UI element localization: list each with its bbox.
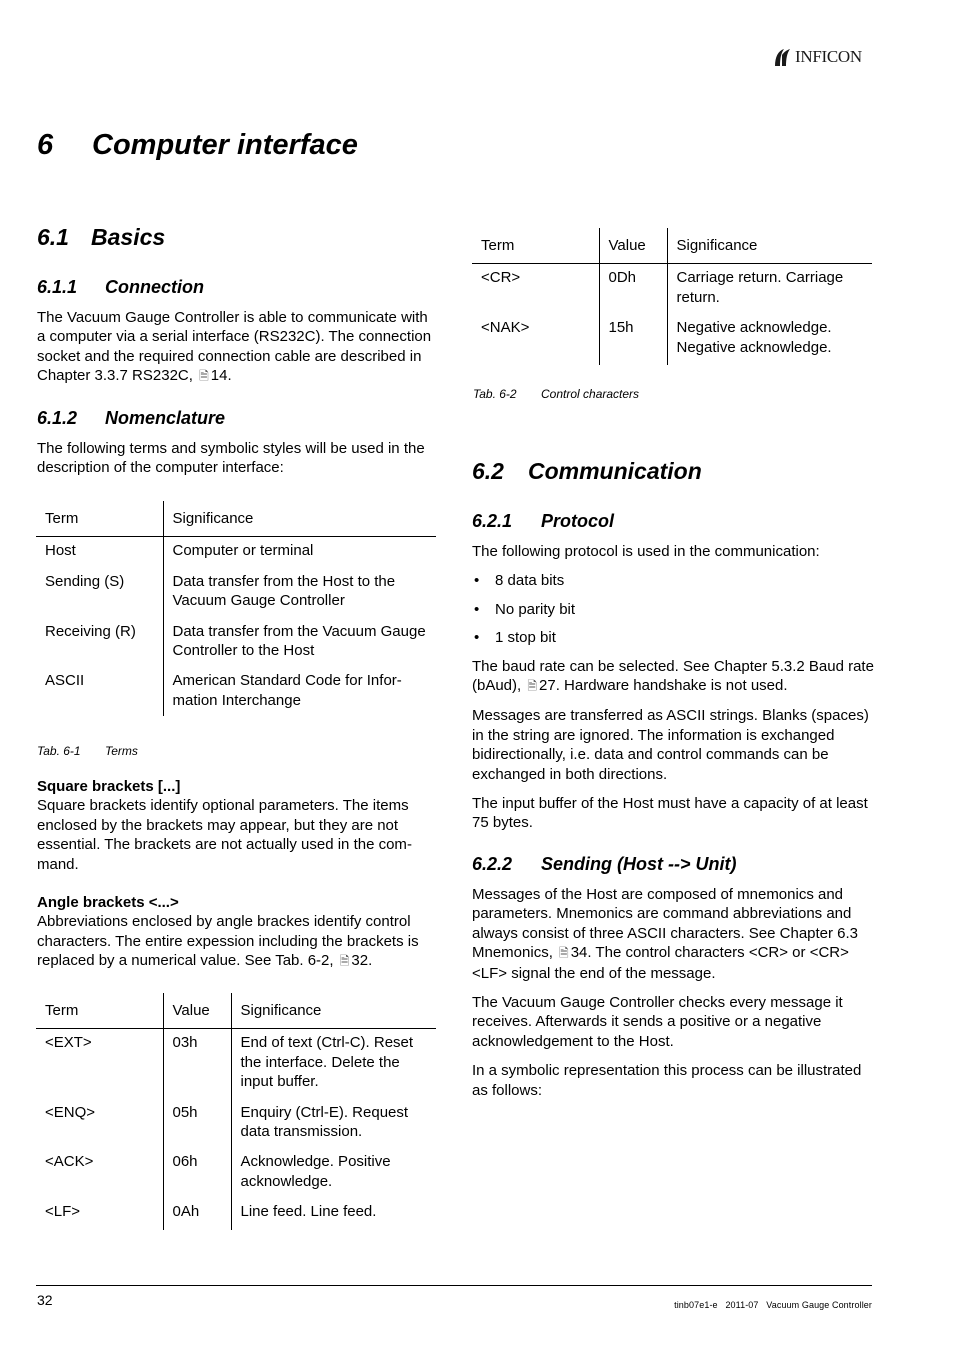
table-cell: End of text (Ctrl-C). Reset the interface. Delete the input buffer. <box>231 1029 436 1098</box>
section-title: Connection <box>105 277 204 297</box>
section-heading-6-2-2 <box>472 852 736 876</box>
table-row <box>36 1098 436 1148</box>
chapter-title <box>37 125 358 165</box>
section-heading-6-1-1 <box>37 275 204 299</box>
table-cell: 15h <box>599 313 667 365</box>
table-cell: 03h <box>163 1029 231 1098</box>
section-number: 6.1.1 <box>37 277 78 297</box>
table-cell: <CR> <box>481 269 521 287</box>
table-header-row <box>36 993 436 1029</box>
table-row <box>36 567 436 617</box>
section-title: Communication <box>528 458 702 484</box>
footer-meta: tinb07e1-e 2011-07 Vacuum Gauge Controller <box>674 1300 872 1310</box>
table-caption-terms <box>37 743 138 759</box>
sending-symbolic-text: In a symbolic representation this process can be illustrated as follows: <box>472 1062 862 1099</box>
table-cell: Data transfer from the Host to the Vacuum Gauge Controller <box>163 567 436 617</box>
table-cell: Line feed. Line feed. <box>231 1197 436 1229</box>
nomenclature-text: The following terms and symbolic styles will be used in the description of the computer interface: <box>37 440 425 477</box>
table-cell: <ACK> <box>45 1153 94 1171</box>
table-header-cell: Significance <box>231 993 436 1029</box>
sending-text-part-2: 34. The control characters <CR> or <CR><LF> signal the end of the message. <box>472 944 849 982</box>
caption-title: Control characters <box>541 387 640 401</box>
list-item: • 1 stop bit <box>472 628 874 647</box>
protocol-block <box>472 542 874 833</box>
square-brackets-heading: Square brackets [...] <box>37 778 181 795</box>
table-cell: Enquiry (Ctrl-E). Request data transmission. <box>231 1098 436 1148</box>
nomenclature-paragraph <box>37 439 437 478</box>
chapter-number: 6 <box>37 129 54 161</box>
table-header-cell: Term <box>472 228 599 264</box>
table-cell: <LF> <box>45 1203 81 1221</box>
angle-brackets-ref: 32. <box>351 952 373 970</box>
table-caption-control <box>473 386 639 402</box>
angle-brackets-text: Abbreviations enclosed by angle brackes identify control characters. The entire expession including the brackets is replaced by a numerical value. See Tab. 6-2, <box>37 913 419 970</box>
table-cell: ASCII <box>45 672 85 690</box>
footer-divider <box>36 1285 872 1286</box>
section-heading-6-1 <box>37 222 165 252</box>
section-title: Protocol <box>541 511 615 531</box>
protocol-bullet-list <box>472 571 874 647</box>
section-title: Nomenclature <box>105 408 226 428</box>
caption-title: Terms <box>105 744 138 758</box>
sending-block <box>472 885 874 1100</box>
page-ref-icon: 🗎 <box>527 679 538 694</box>
messages-text: Messages are transferred as ASCII strings. Blanks (spaces) in the string are ignored. The information is exchanged bidirectionally, i.e. data and control commands can be exchanged in both directions. <box>472 707 869 783</box>
protocol-intro: The following protocol is used in the communication: <box>472 543 820 560</box>
section-number: 6.2.1 <box>472 511 513 531</box>
square-brackets-block <box>37 777 437 874</box>
list-item: • No parity bit <box>472 600 874 619</box>
page-ref-icon: 🗎 <box>339 954 350 969</box>
table-row <box>36 1147 436 1197</box>
section-number: 6.1.2 <box>37 408 78 428</box>
inficon-logo <box>772 46 882 68</box>
baud-rate-text: The baud rate can be selected. See Chapter 5.3.2 Baud rate (bAud), <box>472 657 874 695</box>
table-cell: 05h <box>163 1098 231 1148</box>
table-header-row <box>36 501 436 537</box>
table-row <box>36 617 436 667</box>
square-brackets-text: Square brackets identify optional parameters. The items enclosed by the brackets may appear, but they are not essential. The brackets are not actually used in the command. <box>37 797 412 873</box>
table-header-cell: Value <box>163 993 231 1029</box>
table-cell: <EXT> <box>45 1034 92 1052</box>
table-header-cell: Term <box>36 993 163 1029</box>
table-cell: <NAK> <box>481 319 530 337</box>
page-ref-icon: 🗎 <box>559 946 569 961</box>
table-cell: Computer or terminal <box>163 537 436 567</box>
table-cell: 06h <box>163 1147 231 1197</box>
table-row <box>472 264 872 313</box>
inficon-logo-text: INFICON <box>795 47 862 67</box>
section-number: 6.2.2 <box>472 854 513 874</box>
section-number: 6.1 <box>37 224 69 250</box>
section-heading-6-1-2 <box>37 406 225 430</box>
table-cell: 0Ah <box>163 1197 231 1229</box>
table-cell: Sending (S) <box>45 572 125 590</box>
table-header-cell: Significance <box>163 501 436 537</box>
section-heading-6-2-1 <box>472 509 614 533</box>
table-row <box>36 1197 436 1229</box>
angle-brackets-heading: Angle brackets <...> <box>37 894 179 911</box>
table-cell: Receiving (R) <box>45 622 136 640</box>
page-ref-icon: 🗎 <box>199 369 209 384</box>
section-title: Sending (Host --> Unit) <box>541 854 737 874</box>
control-characters-table-part-1 <box>36 993 436 1230</box>
table-cell: Host <box>45 542 76 560</box>
sending-text-part-1: Messages of the Host are composed of mnemonics and parameters. Mnemonics are command abbreviations and always consist of three ASCII characters. See Chapter 6.3 Mnemonics, <box>472 886 859 962</box>
table-row <box>36 666 436 716</box>
table-cell: Data transfer from the Vacuum Gauge Controller to the Host <box>163 617 436 667</box>
page-number: 32 <box>37 1292 53 1308</box>
chapter-title-text: Computer interface <box>92 129 358 161</box>
table-cell: American Standard Code for Information Interchange <box>163 666 436 716</box>
table-cell: <ENQ> <box>45 1103 96 1121</box>
inficon-logo-icon <box>772 47 792 67</box>
control-characters-table-part-2 <box>472 228 872 365</box>
table-header-cell: Term <box>36 501 163 537</box>
table-header-cell: Value <box>599 228 667 264</box>
section-number: 6.2 <box>472 458 504 484</box>
connection-paragraph <box>37 308 437 387</box>
terms-table <box>36 501 436 716</box>
input-buffer-text: The input buffer of the Host must have a capacity of at least 75 bytes. <box>472 795 868 832</box>
table-row <box>472 313 872 365</box>
table-cell: Acknowledge. Positive acknowledge. <box>231 1147 436 1197</box>
connection-text: The Vacuum Gauge Controller is able to communicate with a computer via a serial interface (RS232C). The connection socket and the required connection cable are described in Chapter 3.3.7 RS232C, <box>37 309 432 385</box>
section-heading-6-2 <box>472 456 702 486</box>
table-cell: 0Dh <box>599 264 667 313</box>
caption-number: Tab. 6-1 <box>37 744 81 758</box>
list-item: • 8 data bits <box>472 571 874 590</box>
connection-ref: 14. <box>210 367 232 385</box>
table-row <box>36 1029 436 1098</box>
angle-brackets-block <box>37 893 437 972</box>
section-title: Basics <box>91 224 166 250</box>
sending-check-text: The Vacuum Gauge Controller checks every message it receives. Afterwards it sends a positive or a negative acknowledgement to the Host. <box>472 994 843 1050</box>
table-row <box>36 537 436 567</box>
table-cell: Carriage return. Carriage return. <box>667 264 872 313</box>
table-header-cell: Significance <box>667 228 872 264</box>
baud-rate-ref: 27. Hardware handshake is not used. <box>539 677 788 695</box>
table-cell: Negative acknowledge. Negative acknowledge. <box>667 313 872 365</box>
table-header-row <box>472 228 872 264</box>
caption-number: Tab. 6-2 <box>473 387 517 401</box>
